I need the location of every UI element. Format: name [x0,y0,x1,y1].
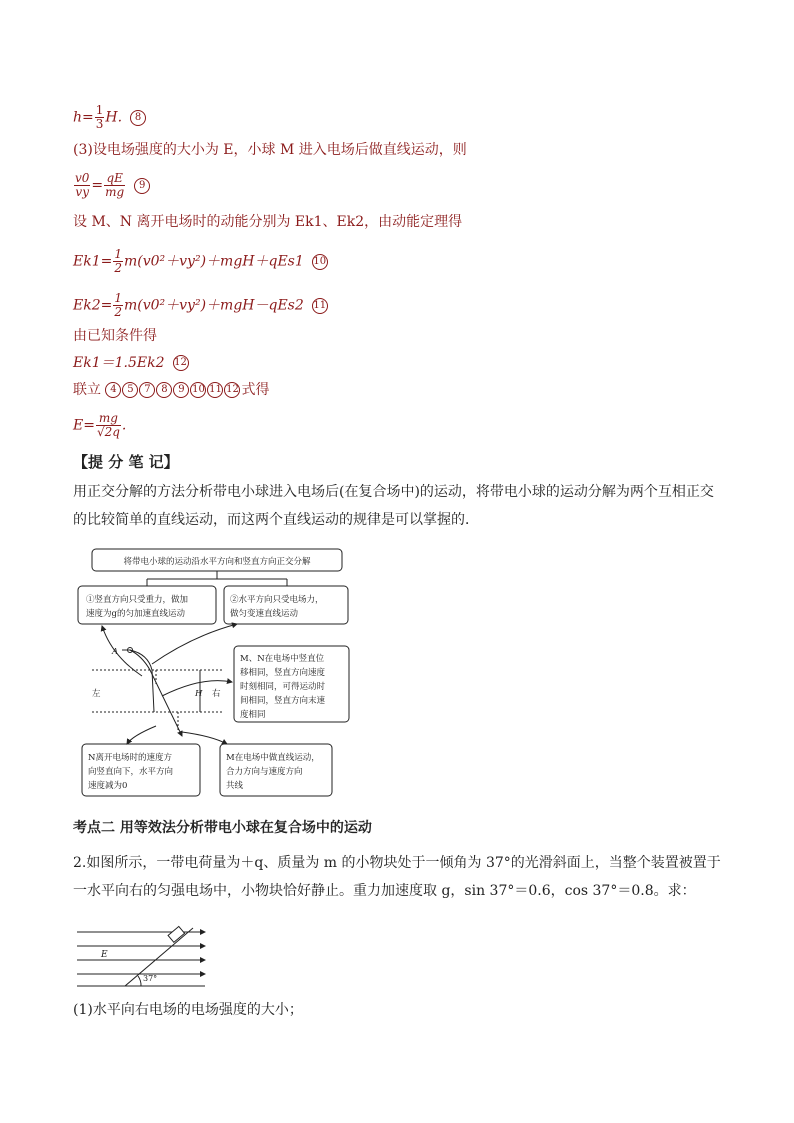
label-left: 左 [92,689,101,699]
q3-text: (3)设电场强度的大小为 E，小球 M 进入电场后做直线运动，则 [73,142,467,158]
equation-number-10: 10 [312,254,328,270]
label-h: H [195,689,203,699]
combine-line: 联立 4 5 7 8 9 10 11 12 式得 [73,382,270,398]
energy-text: 设 M、N 离开电场时的动能分别为 Ek1、Ek2，由动能定理得 [73,214,463,230]
box3-line3: 时刻相同，可得运动时 [240,682,326,692]
equation-11: Ek2= $\frac{1}{2}$ m(v0²＋vy²)＋mgH－qEs2 11 [73,291,327,319]
equation-number-11: 11 [312,298,328,314]
label-right: 右 [212,689,221,699]
ref-mark: 12 [224,382,240,398]
box4-line2: 向竖直向下，水平方向 [88,767,174,777]
box5-line1: M在电场中做直线运动， [226,753,320,763]
box3-line1: M、N在电场中竖直位 [240,654,325,664]
box3-line5: 度相同 [240,710,266,720]
ref-mark: 10 [190,382,206,398]
equation-12: Ek1＝1.5Ek2 12 [73,355,187,371]
angle-label: 37° [143,974,158,983]
section-title: 考点二 用等效法分析带电小球在复合场中的运动 [73,820,372,836]
fraction: $\frac{1}{3}$ [95,103,104,131]
problem-2-text: 2.如图所示，一带电荷量为＋q、质量为 m 的小物块处于一倾角为 37°的光滑斜面上，当整个装置被置于一水平向右的匀强电场中，小物块恰好静止。重力加速度取 g，sin 37°＝0.6，cos 37°＝0.8。求： [73,855,721,899]
box3-line2: 移相同，竖直方向速度 [240,668,326,678]
note-body: 用正交分解的方法分析带电小球进入电场后(在复合场中)的运动，将带电小球的运动分解为两个互相正交的比较简单的直线运动，而这两个直线运动的规律是可以掌握的． [73,484,714,528]
incline-diagram [75,924,215,990]
box1-line2: 速度为g的匀加速直线运动 [86,609,185,619]
known-text: 由已知条件得 [73,328,157,344]
box3-line4: 间相同，竖直方向末速 [240,696,326,706]
ref-mark: 9 [173,382,189,398]
ref-mark: 4 [105,382,121,398]
box4-line3: 速度减为0 [88,781,128,791]
box5-line3: 共线 [226,781,244,791]
label-e: E [101,950,108,960]
label-a: A [112,647,119,657]
top-box-text: 将带电小球的运动沿水平方向和竖直方向正交分解 [123,557,311,567]
box2-line2: 做匀变速直线运动 [230,609,299,619]
box2-line1: ②水平方向只受电场力， [230,595,324,605]
box1-line1: ①竖直方向只受重力，做加 [86,595,189,605]
equation-number-8: 8 [130,110,146,126]
box4-line1: N离开电场时的速度方 [88,753,172,763]
sub-question-1: (1)水平向右电场的电场强度的大小； [73,1002,303,1018]
note-title: 【提 分 笔 记】 [73,453,179,471]
equation-10: Ek1= $\frac{1}{2}$ m(v0²＋vy²)＋mgH＋qEs1 10 [73,247,327,275]
ref-mark: 11 [207,382,223,398]
equation-number-12: 12 [173,355,189,371]
equation-number-9: 9 [134,178,150,194]
equation-8: h= $\frac{1}{3}$ H. 8 [73,104,146,131]
final-equation: E= $\frac{mg}{√2q}$ . [73,411,127,439]
ref-mark: 5 [122,382,138,398]
ref-mark: 7 [139,382,155,398]
equation-9: $\frac{v0}{vy}$ = $\frac{qE}{mg}$ 9 [73,172,150,199]
decomposition-diagram [72,546,362,806]
box5-line2: 合力方向与速度方向 [226,767,303,777]
ref-mark: 8 [156,382,172,398]
